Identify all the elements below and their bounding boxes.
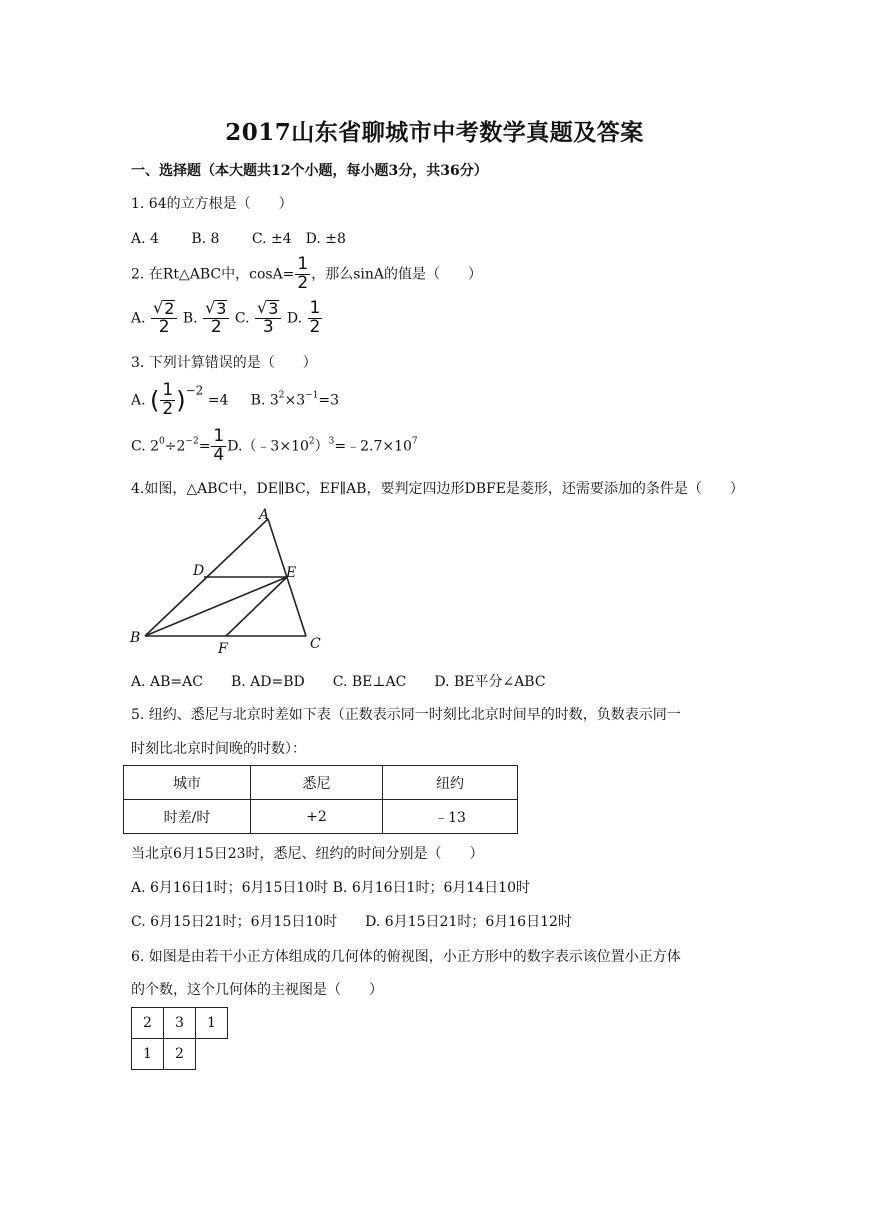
page-title: 2017山东省聊城市中考数学真题及答案	[225, 119, 644, 146]
time-difference-table	[123, 765, 518, 834]
q2-option-b-value: √ 3 2	[203, 300, 229, 337]
q2-option-a-label: A.	[131, 310, 146, 327]
table-header-cell: 纽约	[383, 766, 518, 800]
q3-c-mid: ÷2	[164, 438, 186, 455]
q5-options-ab: A. 6月16日1时；6月15日10时 B. 6月16日1时；6月14日10时	[131, 880, 530, 896]
q2-a-den: 2	[158, 316, 170, 337]
q5-stem-line2: 时刻比北京时间晚的时数）：	[131, 741, 306, 757]
q3-option-a-label: A.	[131, 392, 146, 409]
table-cell: 时差/时	[124, 800, 251, 834]
label-d: D	[193, 563, 205, 579]
q3-c-den: 4	[213, 444, 225, 465]
q3-options-ab: A. ( $\frac{1}{2}$ )$^{-2}$ =4 B. $3^2\times 3^{-1}=3$	[131, 380, 340, 419]
q1-options: A. 4 B. 8 C. ±4 D. ±8	[131, 231, 346, 247]
q4-options: A. AB=AC B. AD=BD C. BE⊥AC D. BE平分∠ABC	[131, 674, 546, 690]
q2-option-b-label: B.	[182, 310, 198, 327]
table-header-cell: 悉尼	[251, 766, 383, 800]
q3-c-base: C. 2	[131, 438, 160, 455]
q2-option-c-label: C.	[234, 310, 250, 327]
grid-cell: 2	[132, 1008, 164, 1039]
label-f: F	[218, 641, 228, 657]
q3-c-num: 1	[213, 426, 225, 446]
q2-option-d-value	[308, 300, 323, 337]
top-view-grid	[131, 1007, 228, 1070]
q3-c-exp1: 0	[159, 436, 165, 447]
table-cell: ﹣13	[383, 800, 518, 834]
q3-a-exponent: −2	[185, 383, 204, 398]
q2-option-d-label: D.	[286, 310, 303, 327]
grid-empty-cell	[196, 1039, 228, 1070]
grid-cell: 2	[164, 1039, 196, 1070]
q2-options	[131, 300, 323, 337]
q3-options-cd	[131, 428, 418, 465]
q2-c-den: 3	[262, 316, 274, 337]
q1-stem: 1. 64的立方根是（ ）	[131, 196, 293, 212]
q3-b-rhs: =3	[318, 392, 340, 409]
q6-stem-line1: 6. 如图是由若干小正方体组成的几何体的俯视图，小正方形中的数字表示该位置小正方体	[131, 949, 681, 965]
q5-stem-line1: 5. 纽约、悉尼与北京时差如下表（正数表示同一时刻比北京时间早的时数，负数表示同一	[131, 707, 681, 723]
q3-d-exp1: 2	[308, 436, 315, 447]
table-row	[124, 766, 518, 800]
q2-option-c-value: √ 3 3	[255, 300, 281, 337]
segment-be	[145, 577, 287, 636]
q3-d-exp3: 7	[411, 436, 418, 447]
q2-frac-den: 2	[297, 272, 309, 293]
q2-option-a-value: √ 2 2	[151, 300, 177, 337]
q2-b-radicand: 3	[216, 299, 227, 318]
q2-d-den: 2	[309, 316, 321, 337]
q3-a-fraction	[160, 382, 175, 419]
q3-c-exp2: −2	[185, 436, 199, 447]
label-e: E	[286, 565, 297, 581]
q4-stem: 4.如图，△ABC中，DE∥BC，EF∥AB，要判定四边形DBFE是菱形，还需要添加的条件是（ ）	[131, 481, 744, 497]
table-header-cell: 城市	[124, 766, 251, 800]
grid-row	[132, 1039, 228, 1070]
table-cell: +2	[251, 800, 383, 834]
q2-b-den: 2	[210, 316, 222, 337]
q3-b-base: B. 3	[250, 392, 279, 409]
q3-b-exp2: −1	[305, 390, 319, 401]
q2-stem	[131, 256, 482, 293]
segment-ef	[226, 577, 287, 636]
q2-frac-num: 1	[297, 254, 309, 274]
q3-d-rhs: =﹣2.7×10	[334, 438, 412, 455]
grid-row	[132, 1008, 228, 1039]
grid-cell: 3	[164, 1008, 196, 1039]
q3-b-exp1: 2	[278, 390, 285, 401]
label-c: C	[310, 636, 321, 652]
q3-a-den: 2	[162, 398, 174, 419]
q3-stem: 3. 下列计算错误的是（ ）	[131, 355, 317, 371]
label-a: A	[259, 507, 270, 523]
table-row	[124, 800, 518, 834]
q2-a-radicand: 2	[164, 299, 175, 318]
q3-d-exp2: 3	[328, 436, 335, 447]
q3-c-fraction	[211, 428, 226, 465]
label-b: B	[130, 630, 141, 646]
q3-d-mid: ）	[314, 438, 329, 455]
q3-b-mid: ×3	[284, 392, 306, 409]
q5-question: 当北京6月15日23时，悉尼、纽约的时间分别是（ ）	[131, 846, 484, 862]
q2-fraction	[295, 256, 310, 293]
q3-c-eq: =	[198, 438, 211, 455]
grid-cell: 1	[132, 1039, 164, 1070]
q2-c-radicand: 3	[268, 299, 279, 318]
q3-a-rhs: =4	[207, 392, 229, 409]
q5-options-cd: C. 6月15日21时；6月15日10时 D. 6月15日21时；6月16日12时	[131, 914, 572, 930]
grid-cell: 1	[196, 1008, 228, 1039]
q2-d-num: 1	[309, 298, 321, 318]
q3-d-base: D.（﹣3×10	[227, 438, 309, 455]
section-heading: 一、选择题（本大题共12个小题，每小题3分，共36分）	[131, 163, 488, 179]
q6-stem-line2: 的个数，这个几何体的主视图是（ ）	[131, 982, 383, 998]
q3-a-num: 1	[162, 380, 174, 400]
q4-triangle-figure	[120, 505, 335, 657]
q2-stem-pre: 2. 在Rt△ABC中，cosA=	[131, 266, 295, 283]
q2-stem-post: ，那么sinA的值是（ ）	[311, 266, 483, 283]
